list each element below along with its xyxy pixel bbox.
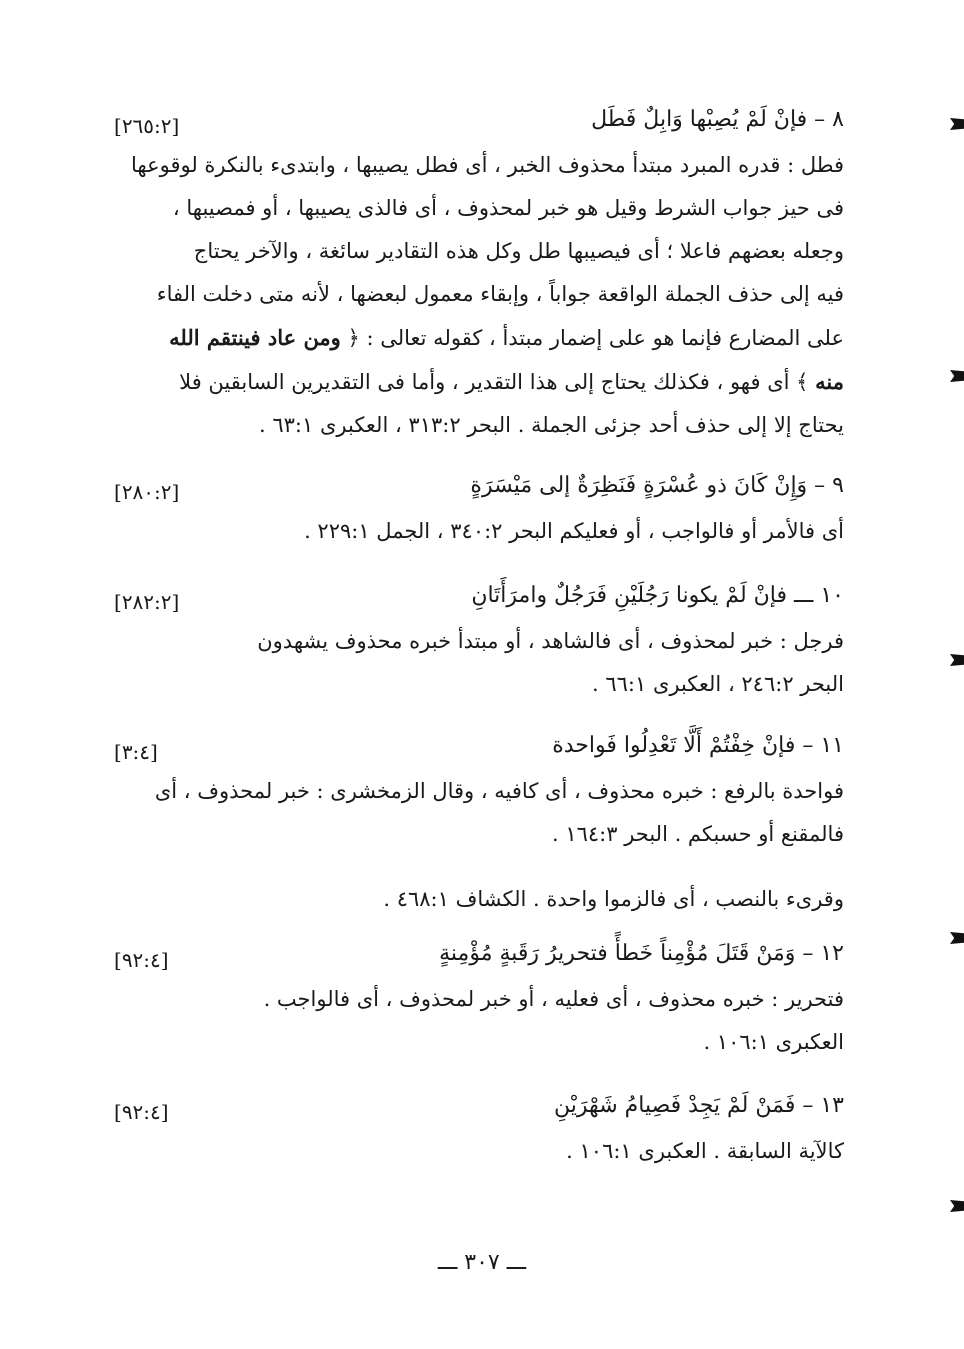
verse-text: ١١ – فإنْ خِفْتُمْ أَلَّا تَعْدِلُوا فَواحدة — [552, 733, 844, 758]
quran-quote: منه — [815, 369, 844, 394]
verse-text: ١٢ – وَمَنْ قَتَلَ مُؤْمِناً خَطأً فتحريرُ رَقَبةٍ مُؤْمِنةٍ — [439, 941, 844, 966]
commentary-line — [114, 360, 844, 404]
verse-reference: [٢٨٠:٢] — [114, 480, 180, 504]
entry-12 — [114, 930, 844, 1064]
entry-8 — [114, 96, 844, 447]
commentary-line — [114, 316, 844, 360]
entry-11 — [114, 722, 844, 921]
commentary-line: فرجل : خبر لمحذوف ، أى فالشاهد ، أو مبتدأ خبره محذوف يشهدون — [257, 629, 844, 653]
spacer — [114, 856, 844, 878]
commentary-line: فطل : قدره المبرد مبتدأ محذوف الخبر ، أى فطل يصيبها ، وابتدىء بالنكرة لوقوعها — [131, 153, 844, 177]
scan-mark — [950, 370, 964, 382]
commentary-text: ﴾ أى فهو ، فكذلك يحتاج إلى هذا التقدير ، وأما فى التقديرين السابقين فلا — [179, 370, 816, 394]
commentary-line: كالآية السابقة . العكبرى ١٠٦:١ . — [566, 1139, 844, 1163]
verse-text: ١٠ ـــ فإنْ لَمْ يكونا رَجُلَيْنِ فَرَجُلٌ وامرَأَتَانِ — [471, 583, 844, 608]
page-number: ـــ ٣٠٧ ـــ — [437, 1250, 527, 1275]
entry-13 — [114, 1082, 844, 1173]
verse-reference: [٢٦٥:٢] — [114, 114, 180, 138]
commentary-line: يحتاج إلا إلى حذف أحد جزئى الجملة . البحر ٣١٣:٢ ، العكبرى ٦٣:١ . — [259, 413, 844, 437]
entry-9 — [114, 462, 844, 553]
verse-text: ٩ – وَإِنْ كَانَ ذو عُسْرَةٍ فَنَظِرَةٌ إلى مَيْسَرَةٍ — [470, 473, 844, 498]
entry-heading — [114, 572, 844, 620]
scan-mark — [950, 932, 964, 944]
commentary-line: فيه إلى حذف الجملة الواقعة جواباً ، وإبقاء معمول لبعضها ، لأنه متى دخلت الفاء — [156, 282, 844, 306]
verse-text: ٨ – فإنْ لَمْ يُصِبْها وَابِلٌ فَطَل — [591, 107, 844, 132]
verse-reference: [٣:٤] — [114, 740, 158, 764]
entry-heading — [114, 722, 844, 770]
entry-heading — [114, 96, 844, 144]
entry-heading — [114, 1082, 844, 1130]
commentary-line: أى فالأمر أو فالواجب ، أو فعليكم البحر ٣٤٠:٢ ، الجمل ٢٢٩:١ . — [304, 519, 844, 543]
commentary-line: فتحرير : خبره محذوف ، أى فعليه ، أو خبر لمحذوف ، أى فالواجب . — [263, 987, 844, 1011]
scan-mark — [950, 118, 964, 130]
commentary-line: وجعله بعضهم فاعلا ؛ أى فيصيبها طل وكل هذه التقادير سائغة ، والآخر يحتاج — [193, 239, 844, 263]
entry-heading — [114, 930, 844, 978]
entry-heading — [114, 462, 844, 510]
verse-reference: [٢٨٢:٢] — [114, 590, 180, 614]
commentary-line: فى حيز جواب الشرط وقيل هو خبر لمحذوف ، أى فالذى يصيبها ، أو فمصيبها ، — [172, 196, 844, 220]
commentary-line: فالمقنع أو حسبكم . البحر ١٦٤:٣ . — [551, 822, 844, 846]
verse-text: ١٣ – فَمَنْ لَمْ يَجِدْ فَصِيامُ شَهْرَيْنِ — [554, 1093, 844, 1118]
scan-mark — [950, 654, 964, 666]
entry-10 — [114, 572, 844, 706]
commentary-line: البحر ٢٤٦:٢ ، العكبرى ٦٦:١ . — [591, 672, 844, 696]
commentary-text: على المضارع فإنما هو على إضمار مبتدأ ، كقوله تعالى : ﴿ — [340, 326, 844, 350]
commentary-line: العكبرى ١٠٦:١ . — [703, 1030, 844, 1054]
quran-quote: ومن عاد فينتقم الله — [169, 325, 341, 350]
verse-reference: [٩٢:٤] — [114, 1100, 169, 1124]
scan-mark — [950, 1200, 964, 1212]
commentary-line: فواحدة بالرفع : خبره محذوف ، أى كافيه ، وقال الزمخشرى : خبر لمحذوف ، أى — [154, 779, 844, 803]
verse-reference: [٩٢:٤] — [114, 948, 169, 972]
commentary-line: وقرىء بالنصب ، أى فالزموا واحدة . الكشاف ٤٦٨:١ . — [383, 887, 844, 911]
